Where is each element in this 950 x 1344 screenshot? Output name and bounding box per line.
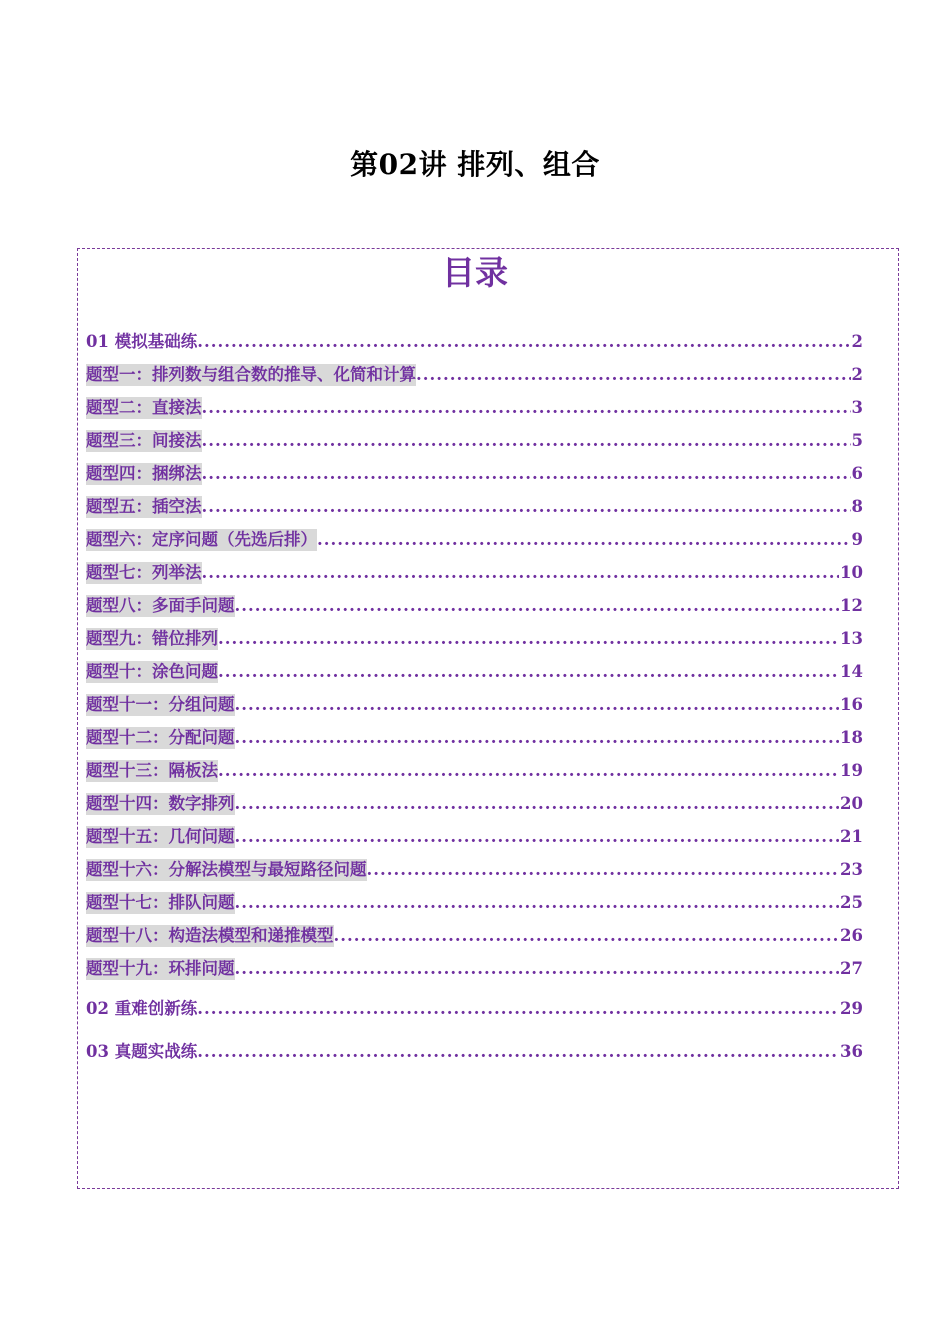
toc-dot-leader (197, 331, 850, 353)
toc-entry-label: 题型一：排列数与组合数的推导、化简和计算 (86, 365, 416, 384)
toc-entry[interactable] (86, 562, 863, 584)
toc-entry-label: 题型十八：构造法模型和递推模型 (86, 926, 334, 945)
toc-entry[interactable] (86, 826, 863, 848)
toc-dot-leader (235, 595, 840, 617)
toc-entry[interactable] (86, 859, 863, 881)
toc-entry-page-number: 10 (840, 563, 863, 582)
toc-dot-leader (202, 430, 851, 452)
toc-entry[interactable] (86, 463, 863, 485)
toc-entry-label: 题型三：间接法 (86, 431, 202, 450)
toc-dot-leader (367, 859, 840, 881)
toc-dot-leader (235, 793, 840, 815)
toc-dot-leader (218, 628, 839, 650)
toc-entry-page-number: 36 (840, 1042, 863, 1061)
toc-dot-leader (218, 661, 839, 683)
toc-entry[interactable] (86, 628, 863, 650)
toc-entry-label: 题型十七：排队问题 (86, 893, 235, 912)
toc-entry-label: 题型十二：分配问题 (86, 728, 235, 747)
toc-entry[interactable] (86, 727, 863, 749)
toc-entry-label: 题型十三：隔板法 (86, 761, 218, 780)
toc-entry-label: 02 重难创新练 (86, 999, 198, 1018)
toc-dot-leader (235, 694, 840, 716)
toc-entry-label: 题型九：错位排列 (86, 629, 218, 648)
toc-entry-page-number: 8 (851, 497, 863, 516)
toc-entry-page-number: 13 (840, 629, 863, 648)
toc-entry[interactable] (86, 1041, 863, 1063)
toc-entry-page-number: 16 (840, 695, 863, 714)
toc-dot-leader (235, 892, 840, 914)
toc-entry-page-number: 19 (840, 761, 863, 780)
toc-entry-page-number: 14 (840, 662, 863, 681)
toc-entry-label: 题型六：定序问题（先选后排） (86, 530, 317, 549)
toc-entry-page-number: 6 (851, 464, 863, 483)
toc-entry-page-number: 29 (840, 999, 863, 1018)
toc-entry[interactable] (86, 595, 863, 617)
toc-dot-leader (202, 562, 840, 584)
toc-entry[interactable] (86, 925, 863, 947)
toc-entry[interactable] (86, 496, 863, 518)
toc-entry-label: 题型七：列举法 (86, 563, 202, 582)
page-title: 第02讲 排列、组合 (350, 148, 600, 181)
toc-dot-leader (334, 925, 840, 947)
toc-entry[interactable] (86, 694, 863, 716)
toc-dot-leader (317, 529, 851, 551)
toc-entry[interactable] (86, 760, 863, 782)
toc-entry-label: 题型十：涂色问题 (86, 662, 218, 681)
toc-entry-page-number: 21 (840, 827, 863, 846)
toc-entry-label: 题型五：插空法 (86, 497, 202, 516)
toc-entry-page-number: 2 (851, 365, 863, 384)
toc-entry-page-number: 23 (840, 860, 863, 879)
toc-dot-leader (235, 958, 840, 980)
toc-dot-leader (202, 496, 851, 518)
toc-dot-leader (197, 998, 839, 1020)
toc-entry[interactable] (86, 998, 863, 1020)
toc-entry-page-number: 25 (840, 893, 863, 912)
toc-entry-label: 题型十一：分组问题 (86, 695, 235, 714)
toc-dot-leader (218, 760, 839, 782)
toc-entry[interactable] (86, 958, 863, 980)
toc-entry[interactable] (86, 397, 863, 419)
toc-entry-page-number: 20 (840, 794, 863, 813)
toc-entry-label: 题型十五：几何问题 (86, 827, 235, 846)
toc-entry[interactable] (86, 892, 863, 914)
toc-heading: 目录 (442, 253, 508, 292)
toc-entry-label: 题型十四：数字排列 (86, 794, 235, 813)
toc-entry-page-number: 27 (840, 959, 863, 978)
toc-entry[interactable] (86, 364, 863, 386)
toc-dot-leader (197, 1041, 839, 1063)
toc-dot-leader (235, 727, 840, 749)
toc-entry-label: 01 模拟基础练 (86, 332, 198, 351)
toc-entry-page-number: 2 (851, 332, 863, 351)
toc-entry-page-number: 9 (851, 530, 863, 549)
toc-entry-page-number: 12 (840, 596, 863, 615)
toc-entry-label: 题型四：捆绑法 (86, 464, 202, 483)
toc-entry-label: 题型八：多面手问题 (86, 596, 235, 615)
toc-entry-page-number: 26 (840, 926, 863, 945)
toc-entry-label: 题型十六：分解法模型与最短路径问题 (86, 860, 367, 879)
toc-dot-leader (416, 364, 851, 386)
toc-entry-page-number: 3 (851, 398, 863, 417)
toc-entry-label: 03 真题实战练 (86, 1042, 198, 1061)
toc-entry[interactable] (86, 793, 863, 815)
toc-entry-page-number: 18 (840, 728, 863, 747)
toc-dot-leader (235, 826, 840, 848)
toc-dot-leader (202, 463, 851, 485)
toc-entry[interactable] (86, 661, 863, 683)
toc-entry-page-number: 5 (851, 431, 863, 450)
toc-entry[interactable] (86, 331, 863, 353)
toc-entry[interactable] (86, 430, 863, 452)
toc-dot-leader (202, 397, 851, 419)
toc-entry[interactable] (86, 529, 863, 551)
toc-entry-label: 题型十九：环排问题 (86, 959, 235, 978)
toc-entry-label: 题型二：直接法 (86, 398, 202, 417)
